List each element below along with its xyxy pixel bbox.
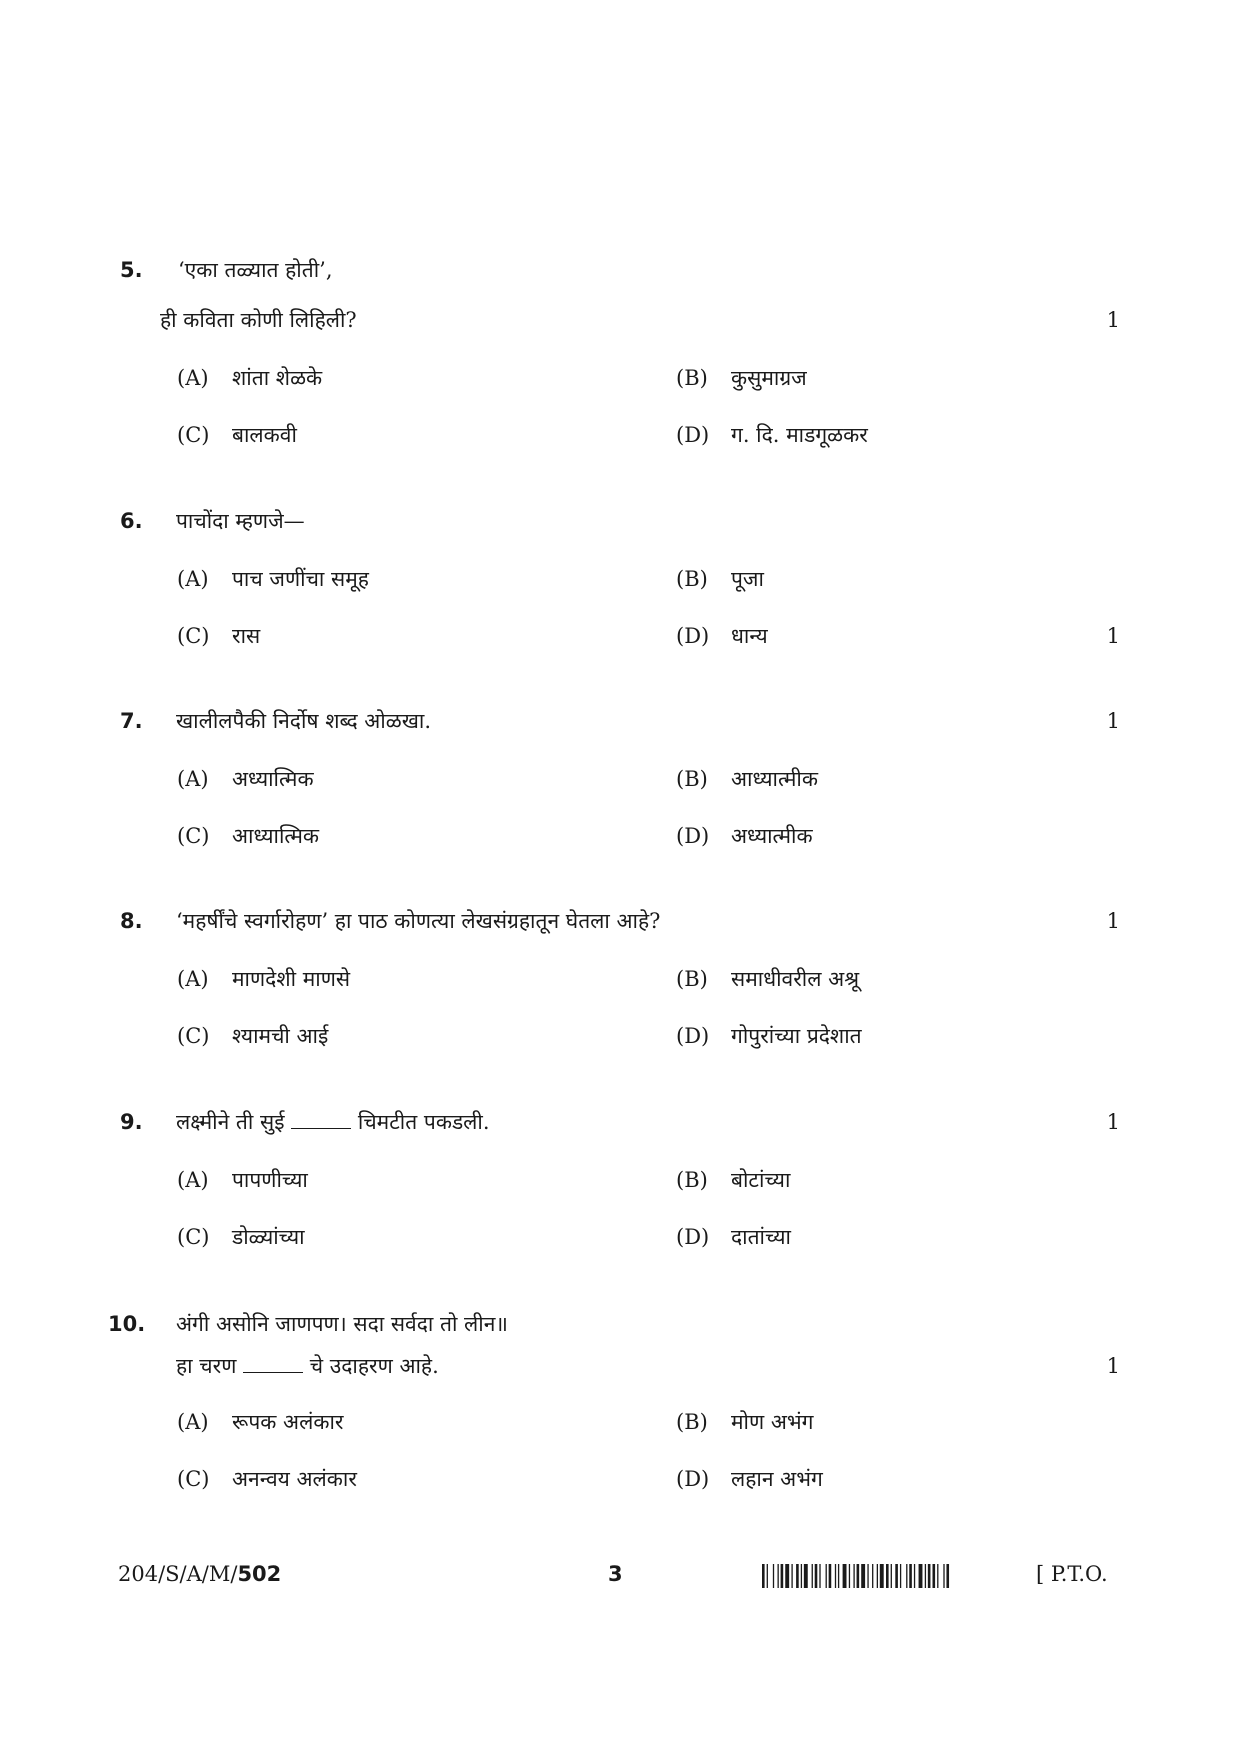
answer-blank [291,1127,351,1129]
option-text: पापणीच्या [232,1168,308,1192]
option-text: बोटांच्या [731,1168,791,1192]
option-b [676,765,818,793]
question-number: 9. [120,1110,143,1134]
question-number: 8. [120,909,143,933]
page-footer [0,1562,1241,1592]
option-text: अनन्वय अलंकार [232,1467,357,1491]
option-d [676,1465,823,1493]
question-text: पाचोंदा म्हणजे— [176,509,305,533]
option-text: मोण अभंग [731,1410,814,1434]
option-b [676,965,859,993]
option-text: अध्यात्मिक [232,767,314,791]
option-a [177,965,350,993]
option-label: (B) [676,366,708,390]
text-before-blank: लक्ष्मीने ती सुई [176,1110,285,1134]
option-label: (A) [177,1168,209,1192]
option-label: (A) [177,767,209,791]
option-label: (C) [177,624,210,648]
option-text: शांता शेळके [232,366,323,390]
option-label: (D) [676,624,710,648]
option-d [676,822,813,850]
paper-code [118,1562,281,1586]
option-label: (B) [676,1410,708,1434]
option-label: (C) [177,1467,210,1491]
option-label: (C) [177,1024,210,1048]
option-c [177,1465,357,1493]
option-text: दातांच्या [731,1225,791,1249]
option-text: बालकवी [232,423,297,447]
option-a [177,1408,344,1436]
text-after-blank: चिमटीत पकडली. [357,1110,490,1134]
option-label: (A) [177,366,209,390]
marks: 1 [1106,1354,1120,1378]
option-label: (A) [177,567,209,591]
option-text: अध्यात्मीक [731,824,813,848]
option-c [177,1223,305,1251]
option-label: (A) [177,967,209,991]
option-label: (D) [676,423,710,447]
option-text: लहान अभंग [731,1467,823,1491]
option-label: (B) [676,767,708,791]
option-b [676,1408,814,1436]
question-number: 10. [108,1312,146,1336]
option-a [177,364,322,392]
option-label: (B) [676,1168,708,1192]
option-text: डोळ्यांच्या [232,1225,305,1249]
option-label: (D) [676,1024,710,1048]
option-label: (C) [177,1225,210,1249]
option-a [177,765,314,793]
marks: 1 [1106,308,1120,332]
option-c [177,822,319,850]
option-text: रूपक अलंकार [232,1410,344,1434]
option-text: आध्यात्मीक [731,767,819,791]
page-number: 3 [608,1562,623,1586]
option-b [676,1166,790,1194]
option-label: (D) [676,824,710,848]
marks: 1 [1106,909,1120,933]
option-label: (D) [676,1225,710,1249]
marks: 1 [1106,1110,1120,1134]
question-text [176,1352,439,1380]
option-text: ग. दि. माडगूळकर [731,423,868,447]
option-a [177,1166,308,1194]
option-d [676,421,868,449]
question-number: 7. [120,709,143,733]
option-c [177,1022,328,1050]
option-text: पाच जणींचा समूह [232,567,369,591]
option-b [676,565,764,593]
option-text: पूजा [731,567,764,591]
option-d [676,1022,862,1050]
question-text: ‘एका तळ्यात होती’, [178,258,333,282]
option-b [676,364,807,392]
barcode-icon [762,1564,1024,1588]
option-label: (B) [676,967,708,991]
question-text: ‘महर्षींचे स्वर्गारोहण’ हा पाठ कोणत्या लेखसंग्रहातून घेतला आहे? [176,909,661,933]
question-number: 6. [120,509,143,533]
question-number: 5. [120,258,143,282]
option-d [676,1223,791,1251]
pto-label: [ P.T.O. [1036,1562,1108,1586]
text-before-blank: हा चरण [176,1354,237,1378]
option-text: समाधीवरील अश्रू [731,967,860,991]
option-text: रास [232,624,261,648]
paper-code-number: 502 [237,1562,282,1586]
marks: 1 [1106,709,1120,733]
option-text: कुसुमाग्रज [731,366,807,390]
marks: 1 [1106,624,1120,648]
answer-blank [243,1371,303,1373]
option-c [177,421,297,449]
text-after-blank: चे उदाहरण आहे. [309,1354,439,1378]
question-text: खालीलपैकी निर्दोष शब्द ओळखा. [176,709,432,733]
paper-code-prefix: 204/S/A/M/ [118,1562,238,1586]
option-d [676,622,768,650]
option-a [177,565,369,593]
question-text: अंगी असोनि जाणपण। सदा सर्वदा तो लीन॥ [176,1312,508,1336]
question-text: ही कविता कोणी लिहिली? [160,308,357,332]
option-text: गोपुरांच्या प्रदेशात [731,1024,862,1048]
option-text: माणदेशी माणसे [232,967,351,991]
option-label: (A) [177,1410,209,1434]
option-text: आध्यात्मिक [232,824,320,848]
option-label: (D) [676,1467,710,1491]
option-label: (C) [177,423,210,447]
question-text [176,1108,490,1136]
option-text: श्यामची आई [232,1024,329,1048]
option-label: (B) [676,567,708,591]
option-text: धान्य [731,624,768,648]
option-c [177,622,260,650]
option-label: (C) [177,824,210,848]
